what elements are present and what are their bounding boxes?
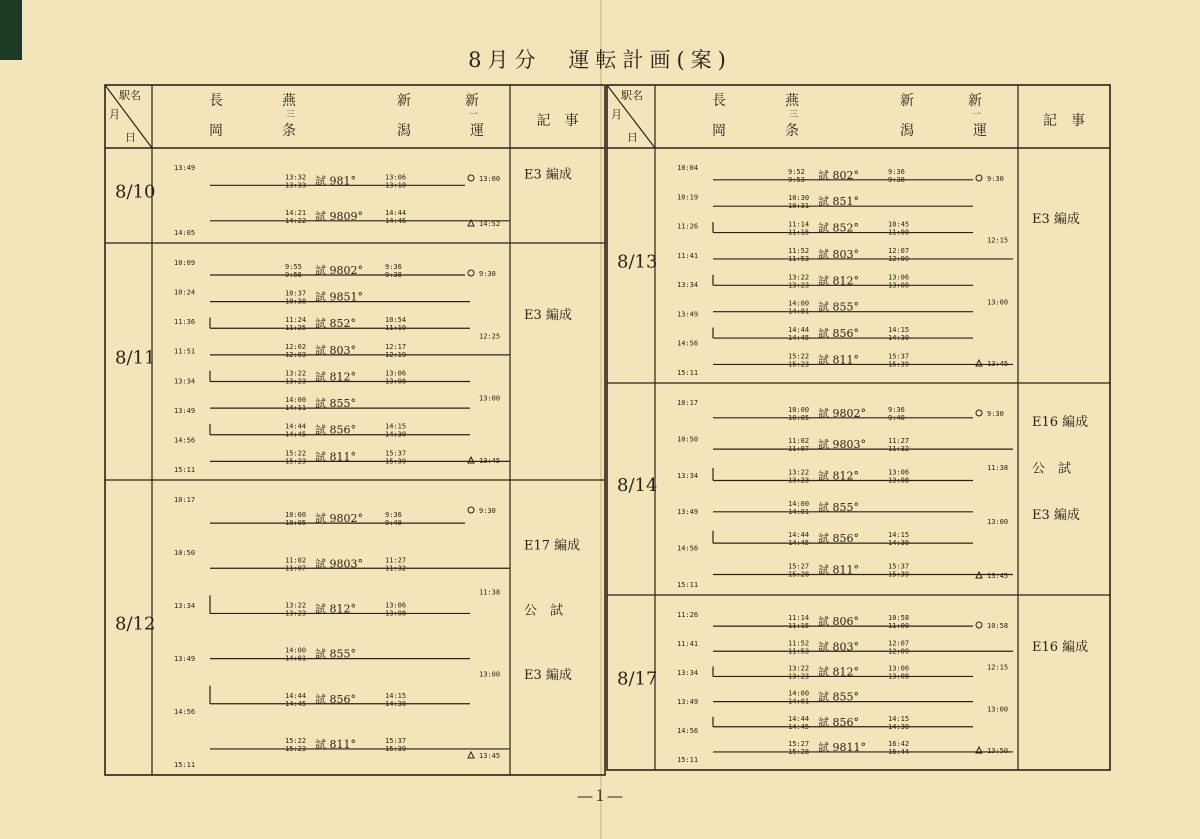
departure-time: 14:44 [285, 422, 307, 431]
train-number: 試 9802° [315, 512, 363, 526]
terminus-circle [468, 175, 474, 181]
arrival-time: 13:08 [385, 609, 407, 618]
origin-time: 11:41 [677, 640, 699, 648]
departure-time: 10:05 [788, 413, 810, 422]
origin-time: 13:49 [174, 655, 196, 663]
train-number: 試 856° [315, 423, 356, 437]
departure-time: 14:11 [285, 404, 307, 413]
arrival-time: 15:37 [888, 352, 910, 361]
departure-time: 15:22 [285, 736, 307, 745]
departure-time: 13:22 [788, 664, 810, 673]
station-name-bottom: 運 [973, 123, 987, 139]
remarks-header: 記 事 [1043, 113, 1085, 129]
station-name-top: 長 [712, 93, 726, 109]
origin-time: 13:34 [677, 669, 699, 677]
departure-time: 11:15 [788, 228, 810, 237]
departure-time: 9:53 [788, 175, 805, 184]
arrival-time: 12:09 [888, 647, 910, 656]
train-number: 試 9803° [315, 557, 363, 571]
arrival-time: 12:07 [888, 246, 910, 255]
departure-time: 11:07 [788, 445, 810, 454]
station-name-bottom: 潟 [397, 123, 411, 139]
train-number: 試 855° [315, 647, 356, 661]
origin-time: 10:24 [174, 288, 196, 297]
remarks-entry: E17 編成 [524, 538, 581, 554]
terminus-time: 12:15 [987, 663, 1009, 672]
arrival-time: 9:40 [888, 413, 905, 422]
departure-time: 13:22 [285, 601, 307, 610]
train-number: 試 856° [315, 692, 356, 706]
arrival-time: 15:39 [888, 570, 910, 579]
departure-time: 14:21 [285, 208, 307, 217]
terminus-triangle [976, 360, 982, 366]
departure-time: 10:00 [285, 511, 307, 520]
origin-time: 15:11 [677, 369, 699, 377]
train-number: 試 9802° [315, 263, 363, 277]
remarks-entry: E16 編成 [1032, 414, 1089, 430]
origin-time: 14:56 [677, 544, 699, 553]
station-name-bottom: 条 [785, 123, 799, 139]
terminus-time: 14:52 [479, 220, 501, 228]
arrival-time: 14:15 [385, 691, 407, 700]
origin-time: 11:26 [677, 611, 699, 619]
origin-time: 10:50 [677, 435, 699, 444]
arrival-time: 12:19 [385, 350, 407, 359]
origin-time: 13:34 [174, 377, 196, 386]
arrival-time: 9:36 [888, 405, 905, 414]
terminus-triangle [468, 457, 474, 463]
origin-time: 14:56 [677, 339, 699, 348]
arrival-time: 10:45 [888, 220, 910, 229]
arrival-time: 13:08 [385, 377, 407, 386]
arrival-time: 15:39 [385, 457, 407, 466]
arrival-time: 11:10 [385, 324, 407, 333]
origin-time: 13:49 [677, 698, 699, 706]
departure-time: 11:07 [285, 564, 307, 573]
arrival-time: 14:30 [888, 539, 910, 548]
origin-time: 13:49 [174, 406, 196, 415]
departure-time: 14:44 [285, 691, 307, 700]
terminus-time: 13:00 [479, 670, 501, 679]
departure-time: 11:52 [788, 639, 810, 648]
departure-time: 15:23 [285, 457, 307, 466]
departure-time: 14:00 [285, 646, 307, 655]
origin-time: 13:49 [677, 310, 699, 319]
terminus-time: 13:00 [479, 394, 501, 403]
arrival-time: 14:46 [385, 216, 407, 225]
station-name-mid: 一 [972, 110, 982, 120]
terminus-circle [468, 507, 474, 513]
departure-time: 15:22 [788, 352, 810, 361]
terminus-time: 13:45 [479, 457, 501, 465]
departure-time: 14:45 [788, 539, 810, 548]
station-name-top: 新 [465, 93, 479, 109]
station-name-bottom: 岡 [712, 123, 726, 139]
terminus-circle [976, 410, 982, 416]
departure-time: 11:53 [788, 254, 810, 263]
departure-time: 15:27 [788, 562, 810, 571]
date-label: 8/10 [115, 181, 156, 203]
corner-month-label: 月 [611, 108, 622, 121]
departure-time: 10:37 [285, 289, 307, 298]
arrival-time: 14:15 [888, 326, 910, 335]
departure-time: 14:00 [788, 689, 810, 698]
train-number: 試 855° [315, 397, 356, 411]
origin-time: 11:36 [174, 318, 196, 327]
departure-time: 9:55 [285, 262, 302, 271]
station-name-bottom: 潟 [900, 123, 914, 139]
corner-day-label: 日 [125, 131, 136, 144]
train-number: 試 852° [818, 221, 859, 235]
departure-time: 11:24 [285, 316, 307, 325]
departure-time: 14:45 [788, 722, 810, 731]
station-name-bottom: 岡 [209, 123, 223, 139]
departure-time: 13:33 [285, 181, 307, 190]
departure-time: 14:45 [788, 334, 810, 343]
arrival-time: 13:06 [385, 369, 407, 378]
terminus-time: 12:15 [987, 236, 1009, 245]
origin-time: 11:51 [174, 347, 196, 356]
terminus-time: 13:00 [987, 298, 1009, 307]
document-title: 8月分 運転計画(案) [468, 48, 732, 72]
arrival-time: 13:08 [888, 281, 910, 290]
terminus-circle [976, 175, 982, 181]
arrival-time: 10:58 [888, 614, 910, 623]
station-name-top: 新 [900, 93, 914, 109]
remarks-header: 記 事 [536, 113, 579, 129]
origin-time: 10:09 [174, 259, 196, 267]
departure-time: 10:31 [788, 202, 810, 211]
corner-day-label: 日 [627, 131, 638, 144]
departure-time: 14:00 [285, 396, 307, 405]
terminus-time: 13:45 [987, 572, 1009, 580]
arrival-time: 11:32 [385, 564, 407, 573]
corner-station-label: 駅名 [119, 89, 141, 102]
arrival-time: 14:15 [385, 422, 407, 431]
departure-time: 10:05 [285, 519, 307, 528]
departure-time: 14:22 [285, 216, 307, 225]
train-number: 試 811° [818, 353, 859, 367]
arrival-time: 15:37 [888, 562, 910, 571]
arrival-time: 15:39 [385, 744, 407, 753]
train-number: 試 812° [818, 665, 859, 679]
arrival-time: 14:15 [888, 531, 910, 540]
departure-time: 14:01 [788, 507, 810, 516]
train-number: 試 806° [818, 615, 859, 629]
arrival-time: 11:27 [888, 437, 910, 446]
arrival-time: 13:10 [385, 181, 407, 190]
train-number: 試 803° [315, 343, 356, 357]
origin-time: 14:05 [174, 229, 196, 237]
arrival-time: 12:17 [385, 342, 407, 351]
arrival-time: 16:44 [888, 747, 910, 756]
arrival-time: 13:06 [888, 273, 910, 282]
terminus-time: 10:58 [987, 622, 1009, 630]
departure-time: 13:22 [788, 273, 810, 282]
origin-time: 11:41 [677, 251, 699, 260]
arrival-time: 13:06 [888, 468, 910, 477]
origin-time: 14:56 [677, 727, 699, 735]
arrival-time: 11:32 [888, 445, 910, 454]
terminus-time: 13:00 [479, 175, 501, 183]
terminus-time: 9:30 [987, 175, 1004, 183]
departure-time: 14:00 [788, 299, 810, 308]
arrival-time: 15:37 [385, 736, 407, 745]
origin-time: 13:49 [174, 164, 196, 172]
arrival-time: 14:15 [888, 714, 910, 723]
terminus-time: 11:38 [479, 588, 501, 597]
departure-time: 14:01 [788, 307, 810, 316]
departure-time: 12:03 [285, 350, 307, 359]
origin-time: 15:11 [174, 761, 196, 769]
train-number: 試 9802° [818, 406, 866, 420]
departure-time: 10:38 [285, 297, 307, 306]
station-name-mid: 三 [286, 110, 296, 120]
arrival-time: 14:30 [888, 334, 910, 343]
departure-time: 13:23 [788, 672, 810, 681]
station-name-bottom: 運 [470, 123, 484, 139]
train-number: 試 855° [818, 500, 859, 514]
departure-time: 10:30 [788, 194, 810, 203]
terminus-circle [468, 270, 474, 276]
origin-time: 13:49 [677, 508, 699, 517]
train-number: 試 811° [315, 450, 356, 464]
arrival-time: 13:08 [888, 672, 910, 681]
arrival-time: 13:06 [385, 173, 407, 182]
train-number: 試 855° [818, 300, 859, 314]
terminus-time: 11:38 [987, 464, 1009, 472]
departure-time: 9:56 [285, 270, 302, 279]
departure-time: 14:44 [788, 326, 810, 335]
terminus-time: 9:30 [479, 270, 496, 278]
terminus-time: 12:25 [479, 332, 501, 341]
station-name-top: 長 [209, 93, 223, 109]
departure-time: 14:44 [788, 531, 810, 540]
station-name-top: 燕 [282, 93, 296, 109]
train-number: 試 9811° [818, 740, 866, 754]
departure-time: 11:25 [285, 324, 307, 333]
station-name-mid: 三 [789, 110, 799, 120]
arrival-time: 16:42 [888, 739, 910, 748]
station-name-mid: 一 [469, 110, 479, 120]
terminus-time: 13:50 [987, 747, 1009, 755]
departure-time: 14:45 [285, 699, 307, 708]
arrival-time: 10:54 [385, 316, 407, 325]
departure-time: 15:22 [285, 449, 307, 458]
origin-time: 10:50 [174, 549, 196, 557]
departure-time: 15:23 [285, 744, 307, 753]
departure-time: 14:01 [285, 654, 307, 663]
departure-time: 13:23 [788, 281, 810, 290]
arrival-time: 9:38 [385, 270, 402, 279]
arrival-time: 14:30 [888, 722, 910, 731]
remarks-entry: E3 編成 [1032, 508, 1080, 524]
origin-time: 15:11 [677, 581, 699, 589]
origin-time: 14:56 [174, 708, 196, 716]
terminus-time: 13:00 [987, 518, 1009, 526]
origin-time: 15:11 [174, 466, 196, 474]
departure-time: 15:23 [788, 360, 810, 369]
date-label: 8/13 [617, 251, 658, 273]
departure-time: 14:44 [788, 714, 810, 723]
departure-time: 15:28 [788, 747, 810, 756]
train-number: 試 9803° [818, 438, 866, 452]
terminus-time: 13:45 [479, 752, 501, 760]
terminus-time: 9:30 [479, 507, 496, 515]
remarks-entry: E16 編成 [1032, 640, 1089, 655]
departure-time: 13:23 [285, 609, 307, 618]
arrival-time: 9:36 [385, 262, 402, 271]
terminus-time: 13:00 [987, 705, 1009, 714]
terminus-triangle [468, 752, 474, 758]
station-name-bottom: 条 [282, 123, 296, 139]
departure-time: 14:45 [285, 430, 307, 439]
remarks-entry: E3 編成 [524, 307, 572, 323]
departure-time: 11:02 [285, 556, 307, 565]
station-name-top: 新 [397, 93, 411, 109]
train-number: 試 812° [315, 370, 356, 384]
departure-time: 9:52 [788, 167, 805, 176]
origin-time: 10:19 [677, 193, 699, 202]
train-number: 試 812° [818, 274, 859, 288]
arrival-time: 14:44 [385, 208, 407, 217]
departure-time: 13:22 [285, 369, 307, 378]
date-label: 8/11 [115, 347, 156, 369]
origin-time: 11:26 [677, 222, 699, 231]
origin-time: 15:11 [677, 756, 699, 764]
departure-time: 15:27 [788, 739, 810, 748]
train-number: 試 803° [818, 640, 859, 654]
origin-time: 13:34 [677, 281, 699, 290]
date-label: 8/17 [617, 668, 658, 690]
departure-time: 11:02 [788, 437, 810, 446]
train-number: 試 9809° [315, 209, 363, 223]
departure-time: 11:52 [788, 246, 810, 255]
arrival-time: 9:36 [385, 511, 402, 520]
departure-time: 14:01 [788, 697, 810, 706]
origin-time: 13:34 [677, 471, 699, 480]
remarks-entry: 公 試 [524, 603, 564, 619]
arrival-time: 13:06 [888, 664, 910, 673]
departure-time: 11:14 [788, 614, 810, 623]
station-name-top: 燕 [785, 93, 799, 109]
arrival-time: 11:00 [888, 622, 910, 631]
page-number: ―１― [577, 787, 623, 805]
departure-time: 13:23 [285, 377, 307, 386]
remarks-entry: E3 編成 [524, 167, 572, 183]
origin-time: 14:56 [174, 436, 196, 445]
departure-time: 13:32 [285, 173, 307, 182]
arrival-time: 9:38 [888, 175, 905, 184]
remarks-entry: E3 編成 [524, 668, 572, 684]
origin-time: 10:04 [677, 164, 699, 172]
departure-time: 13:23 [788, 476, 810, 485]
departure-time: 10:00 [788, 405, 810, 414]
departure-time: 14:00 [788, 499, 810, 508]
train-number: 試 852° [315, 317, 356, 331]
departure-time: 11:14 [788, 220, 810, 229]
train-number: 試 812° [315, 602, 356, 616]
train-number: 試 856° [818, 532, 859, 546]
train-number: 試 981° [315, 174, 356, 188]
train-number: 試 851° [818, 195, 859, 209]
date-label: 8/12 [115, 613, 156, 635]
arrival-time: 11:27 [385, 556, 407, 565]
train-number: 試 811° [315, 737, 356, 751]
arrival-time: 13:08 [888, 476, 910, 485]
train-number: 試 9851° [315, 290, 363, 304]
arrival-time: 12:07 [888, 639, 910, 648]
train-number: 試 856° [818, 327, 859, 341]
train-number: 試 802° [818, 168, 859, 182]
arrival-time: 14:30 [385, 430, 407, 439]
terminus-time: 9:30 [987, 410, 1004, 418]
train-number: 試 855° [818, 690, 859, 704]
arrival-time: 9:40 [385, 519, 402, 528]
arrival-time: 15:37 [385, 449, 407, 458]
departure-time: 15:28 [788, 570, 810, 579]
departure-time: 12:02 [285, 342, 307, 351]
terminus-circle [976, 622, 982, 628]
train-number: 試 812° [818, 469, 859, 483]
train-number: 試 803° [818, 247, 859, 261]
arrival-time: 14:30 [385, 699, 407, 708]
origin-time: 10:17 [677, 399, 699, 407]
arrival-time: 15:39 [888, 360, 910, 369]
arrival-time: 13:06 [385, 601, 407, 610]
station-name-top: 新 [968, 93, 982, 109]
terminus-time: 13:45 [987, 360, 1009, 368]
arrival-time: 9:36 [888, 167, 905, 176]
date-label: 8/14 [617, 475, 658, 496]
train-number: 試 856° [818, 715, 859, 729]
arrival-time: 11:00 [888, 228, 910, 237]
remarks-entry: 公 試 [1032, 461, 1072, 477]
origin-time: 10:17 [174, 496, 196, 504]
departure-time: 13:22 [788, 468, 810, 477]
arrival-time: 12:09 [888, 254, 910, 263]
remarks-entry: E3 編成 [1032, 212, 1080, 228]
train-number: 試 811° [818, 563, 859, 577]
departure-time: 11:53 [788, 647, 810, 656]
corner-month-label: 月 [109, 108, 120, 121]
departure-time: 11:15 [788, 622, 810, 631]
corner-station-label: 駅名 [621, 89, 643, 102]
origin-time: 13:34 [174, 602, 196, 610]
